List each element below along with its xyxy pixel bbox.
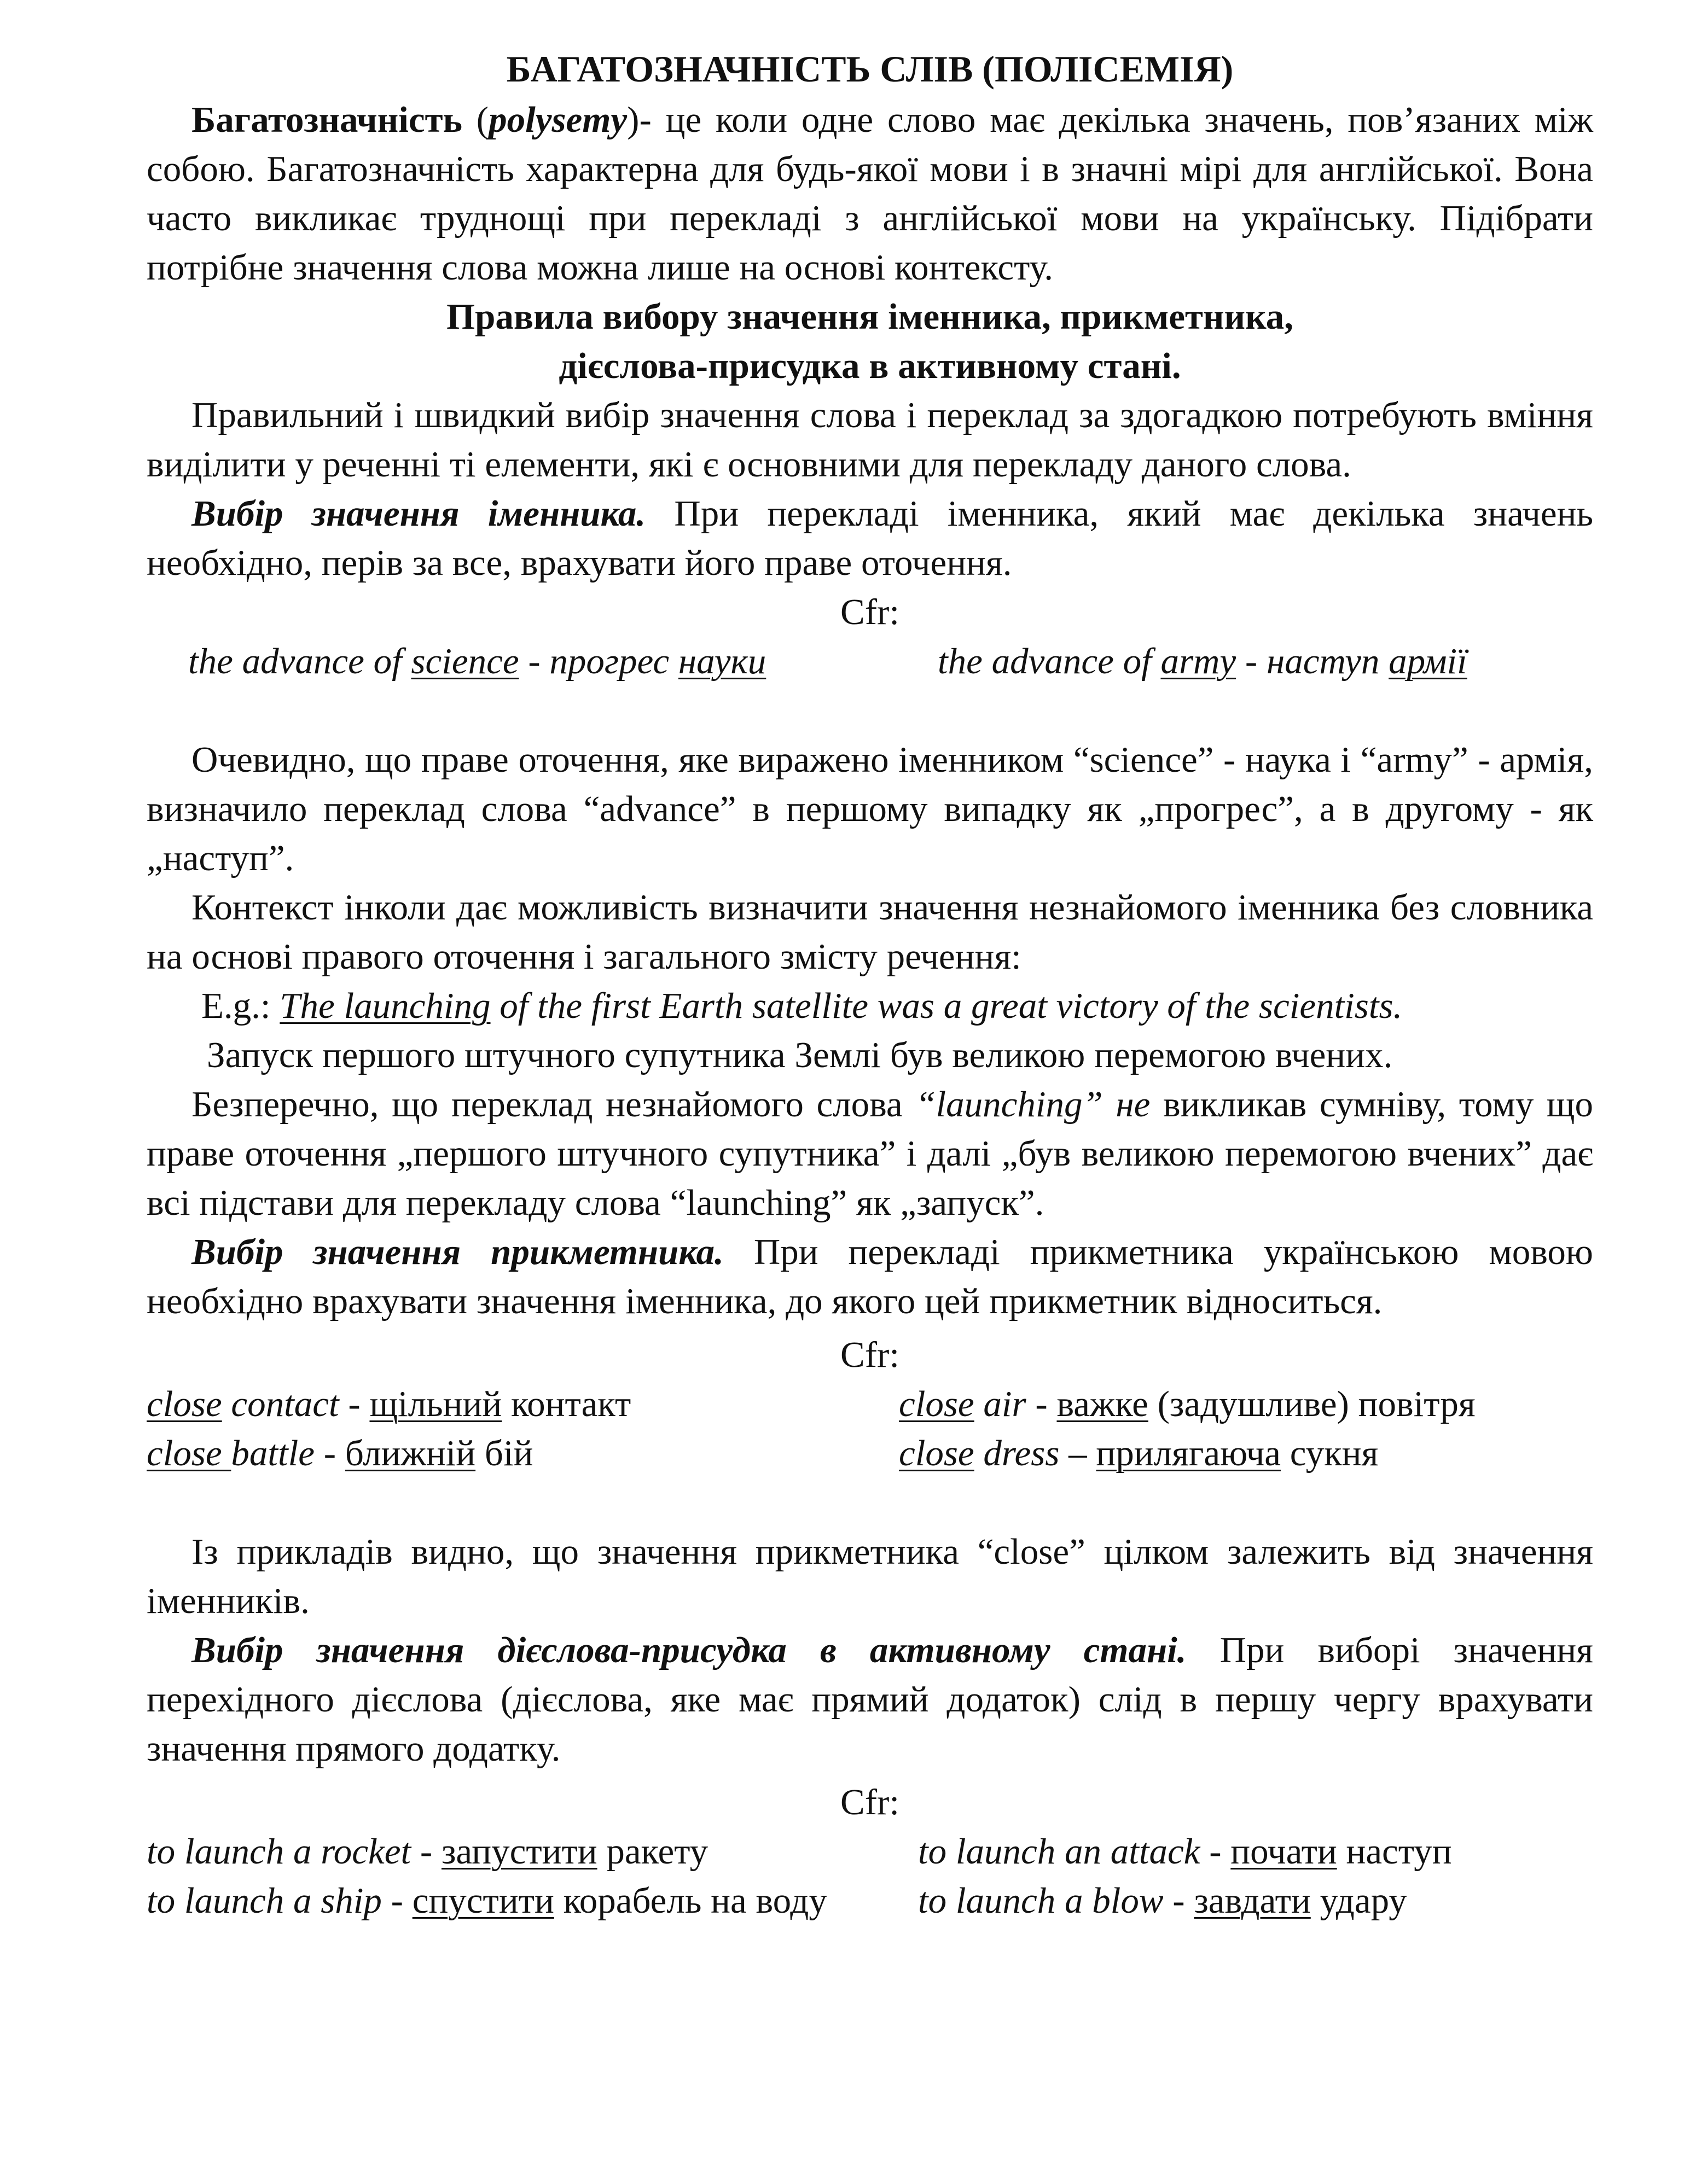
verb-example-row: to launch a ship - спустити корабель на воду xyxy=(147,1880,827,1921)
adj-examples-right xyxy=(899,1379,1476,1478)
noun-paragraph xyxy=(147,489,1593,587)
verb-examples xyxy=(147,1827,1593,1925)
adj-example-row: close dress – прилягаюча сукня xyxy=(899,1433,1379,1474)
verb-cfr: Cfr: xyxy=(840,1782,899,1822)
intro-term: Багатозначність xyxy=(191,100,462,140)
noun-example-2: the advance of army - наступ армії xyxy=(938,641,1467,682)
page-title: БАГАТОЗНАЧНІСТЬ СЛІВ (ПОЛІСЕМІЯ) xyxy=(506,48,1234,90)
verb-paragraph xyxy=(147,1626,1593,1773)
verb-example-row: to launch an attack - почати наступ xyxy=(918,1831,1452,1872)
verb-text: При виборі значення перехідного дієслова (дієслова, яке має прямий додаток) слід в першу чергу врахувати значення прямого додатку. xyxy=(147,1630,1593,1769)
adj-examples xyxy=(147,1379,1593,1478)
document-page xyxy=(147,44,1593,1925)
noun-text: При перекладі іменника, який має декілька значень необхідно, перів за все, врахувати його праве оточення. xyxy=(147,493,1594,583)
verb-example-row: to launch a blow - завдати удару xyxy=(918,1880,1407,1921)
intro-paragraph: Багатозначність (polysemy)- це коли одне слово має декілька значень, пов’язаних між собою. Багатозначність характерна для будь-якої мови і в значні мірі для англійської. Вона часто викликає труднощі при перекладі з англійської мови на українську. Підібрати потрібне значення слова можна лише на основі контексту. xyxy=(147,100,1594,288)
noun-examples xyxy=(147,637,1593,686)
adj-example-row: close contact - щільний контакт xyxy=(147,1384,631,1424)
noun-example-translation: Запуск першого штучного супутника Землі був великою перемогою вчених. xyxy=(207,1035,1393,1075)
adj-cfr: Cfr: xyxy=(840,1335,899,1375)
verb-example-row: to launch a rocket - запустити ракету xyxy=(147,1831,708,1872)
noun-cfr: Cfr: xyxy=(840,592,899,632)
adj-examples-left xyxy=(147,1379,899,1478)
noun-example-1: the advance of science - прогрес науки xyxy=(188,641,766,682)
adj-text: При перекладі прикметника українською мовою необхідно врахувати значення іменника, до якого цей прикметник відноситься. xyxy=(147,1232,1593,1321)
adj-heading: Вибір значення прикметника. xyxy=(191,1232,724,1272)
adj-conclusion-paragraph: Із прикладів видно, що значення прикметника “close” цілком залежить від значення іменників. xyxy=(147,1531,1593,1621)
noun-context-paragraph: Контекст інколи дає можливість визначити значення незнайомого іменника без словника на основі правого оточення і загального змісту речення: xyxy=(147,887,1593,977)
verb-examples-right xyxy=(918,1827,1575,1925)
verb-heading: Вибір значення дієслова-присудка в активному стані. xyxy=(191,1630,1187,1670)
verb-examples-left xyxy=(147,1827,858,1925)
noun-example-sentence: E.g.: The launching of the first Earth satellite was a great victory of the scientists. xyxy=(201,986,1403,1026)
noun-conclusion-paragraph: Безперечно, що переклад незнайомого слова “launching” не викликав сумніву, тому що праве оточення „першого штучного супутника” і далі „був великою перемогою вчених” дає всі підстави для перекладу слова “launching” як „запуск”. xyxy=(147,1084,1593,1223)
rules-heading-line1: Правила вибору значення іменника, прикметника, xyxy=(446,296,1293,337)
intro-term-en: polysemy xyxy=(489,100,628,140)
rules-intro-paragraph: Правильний і швидкий вибір значення слова і переклад за здогадкою потребують вміння виділити у реченні ті елементи, які є основними для перекладу даного слова. xyxy=(147,395,1593,485)
rules-heading-line2: дієслова-присудка в активному стані. xyxy=(559,346,1181,386)
intro-text: - це коли одне слово має декілька значень, пов’язаних між собою. Багатозначність характерна для будь-якої мови і в значні мірі для англійської. Вона часто викликає труднощі при перекладі з англійської мови на українську. Підібрати потрібне значення слова можна лише на основі контексту. xyxy=(147,100,1594,288)
noun-explain-paragraph: Очевидно, що праве оточення, яке виражено іменником “science” - наука і “army” - армія, визначило переклад слова “advance” в першому випадку як „прогрес”, а в другому - як „наступ”. xyxy=(147,739,1593,878)
adj-example-row: close air - важке (задушливе) повітря xyxy=(899,1384,1476,1424)
noun-heading: Вибір значення іменника. xyxy=(191,493,646,534)
adj-paragraph xyxy=(147,1227,1593,1326)
adj-example-row: close battle - ближній бій xyxy=(147,1433,533,1474)
